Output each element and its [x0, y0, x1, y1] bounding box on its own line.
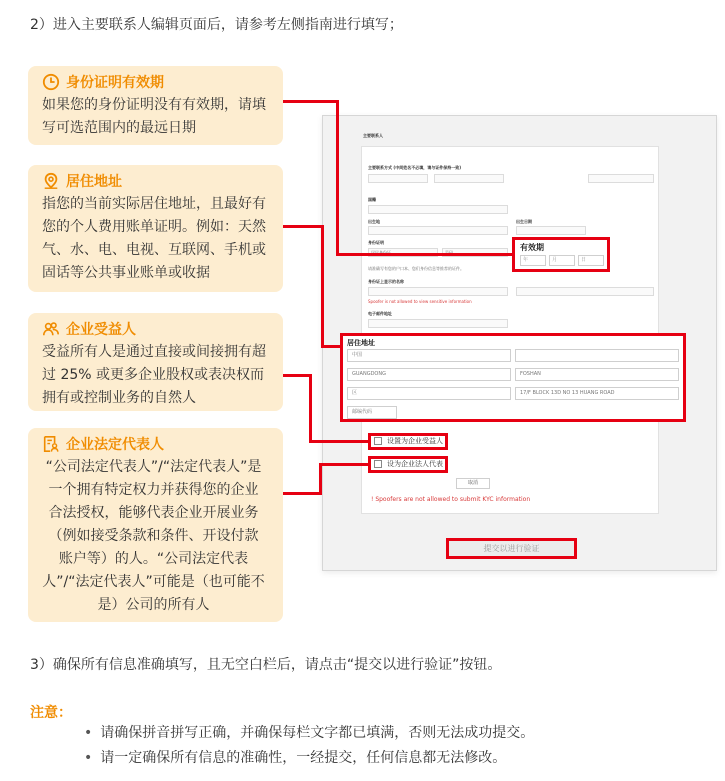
list-item: • 请一定确保所有信息的准确性，一经提交，任何信息都无法修改。 [84, 748, 534, 773]
card-title: 企业法定代表人 [66, 437, 164, 453]
card-address [28, 165, 283, 292]
step-3-instruction: 3）确保所有信息准确填写，且无空白栏后，请点击“提交以进行验证”按钮。 [30, 657, 502, 673]
legal-rep-checkbox[interactable] [368, 456, 448, 473]
id-validity-highlight [512, 237, 610, 272]
checkbox-box[interactable] [374, 437, 382, 445]
id-label: 身份证明 [368, 240, 384, 245]
connector-line [336, 253, 514, 256]
last-name-field[interactable] [588, 174, 654, 183]
id-name-field[interactable] [368, 287, 508, 296]
id-name-field-2[interactable] [516, 287, 654, 296]
address-label: 居住地址 [347, 339, 375, 347]
connector-line [309, 440, 369, 443]
card-title: 居住地址 [66, 174, 122, 190]
connector-line [283, 225, 323, 228]
email-label: 电子邮件地址 [368, 311, 392, 316]
card-body: “公司法定代表人”/“法定代表人”是一个拥有特定权力并获得您的企业合法授权，能够代表企业开展业务（例如接受条款和条件、开设付款账户等）的人。“公司法定代表人”/“法定代表人”可能是（也可能不是）公司的所有人 [42, 459, 265, 613]
checkbox-box[interactable] [374, 460, 382, 468]
list-item: • 请确保拼音拼写正确，并确保每栏文字都已填满，否则无法成功提交。 [84, 723, 534, 748]
connector-line [309, 374, 312, 442]
checkbox-label: 设为企业法人代表 [387, 460, 443, 468]
card-body: 指您的当前实际居住地址，且最好有您的个人费用账单证明。例如：天然气、水、电、电视、互联网、手机或固话等公共事业账单或收据 [42, 196, 266, 281]
validity-month-select[interactable]: 月 [549, 255, 575, 266]
cancel-button[interactable]: 取消 [456, 478, 490, 489]
address-highlight [340, 333, 686, 422]
note-list [84, 723, 534, 773]
birthplace-label: 出生地 [368, 219, 380, 224]
spoofer-warning-small: Spoofer is not allowed to view sensitive information [368, 299, 472, 304]
address-country-select[interactable]: 中国 [347, 349, 511, 362]
card-title: 企业受益人 [66, 322, 136, 338]
form-title: 主要联系人 [363, 133, 383, 138]
middle-name-field[interactable] [434, 174, 504, 183]
card-body: 受益所有人是通过直接或间接拥有超过 25% 或更多企业股权或表决权而拥有或控制业务的自然人 [42, 344, 266, 406]
beneficial-owner-checkbox[interactable] [368, 433, 448, 450]
submit-verification-button[interactable]: 提交以进行验证 [446, 538, 577, 559]
connector-line [319, 463, 369, 466]
connector-line [321, 345, 341, 348]
checkbox-label: 设置为企业受益人 [387, 437, 443, 445]
card-beneficial-owner [28, 313, 283, 411]
card-legal-representative [28, 428, 283, 622]
contact-label: 主要联系方式 (中间姓名不必填，请与证件保持一致) [368, 165, 462, 170]
address-field-a[interactable] [515, 349, 679, 362]
address-province-field[interactable]: GUANGDONG [347, 368, 511, 381]
connector-line [321, 225, 324, 347]
connector-line [319, 463, 322, 495]
id-hint: 请准确写有您的户口本、您们身份信息等推荐的证件。 [368, 266, 464, 271]
connector-line [283, 492, 321, 495]
address-postal-field[interactable]: 邮编代码 [347, 406, 397, 419]
country-select[interactable] [368, 205, 508, 214]
validity-label: 有效期 [520, 243, 544, 252]
address-district-field[interactable]: 区 [347, 387, 511, 400]
birthdate-select[interactable] [516, 226, 586, 235]
address-city-field[interactable]: FOSHAN [515, 368, 679, 381]
card-id-validity [28, 66, 283, 145]
validity-year-select[interactable]: 年 [520, 255, 546, 266]
document-person-icon [42, 435, 60, 453]
birthplace-select[interactable] [368, 226, 508, 235]
card-title: 身份证明有效期 [66, 75, 164, 91]
connector-line [283, 100, 338, 103]
first-name-field[interactable] [368, 174, 428, 183]
connector-line [283, 374, 311, 377]
card-body: 如果您的身份证明没有有效期，请填写可选范围内的最远日期 [42, 97, 266, 136]
spoofer-message: ! Spoofers are not allowed to submit KYC information [371, 496, 531, 503]
email-field[interactable] [368, 319, 508, 328]
address-street-field[interactable]: 17/F BLOCK 13D NO 13 HUANG ROAD [515, 387, 679, 400]
birthdate-label: 出生日期 [516, 219, 532, 224]
connector-line [336, 100, 339, 256]
id-name-label: 身份证上显示的名称 [368, 279, 404, 284]
users-icon [42, 320, 60, 338]
country-label: 国籍 [368, 197, 376, 202]
note-title: 注意： [30, 705, 72, 721]
validity-day-select[interactable]: 日 [578, 255, 604, 266]
location-pin-icon [42, 172, 60, 190]
step-2-instruction: 2）进入主要联系人编辑页面后，请参考左侧指南进行填写； [30, 17, 403, 33]
clock-icon [42, 73, 60, 91]
